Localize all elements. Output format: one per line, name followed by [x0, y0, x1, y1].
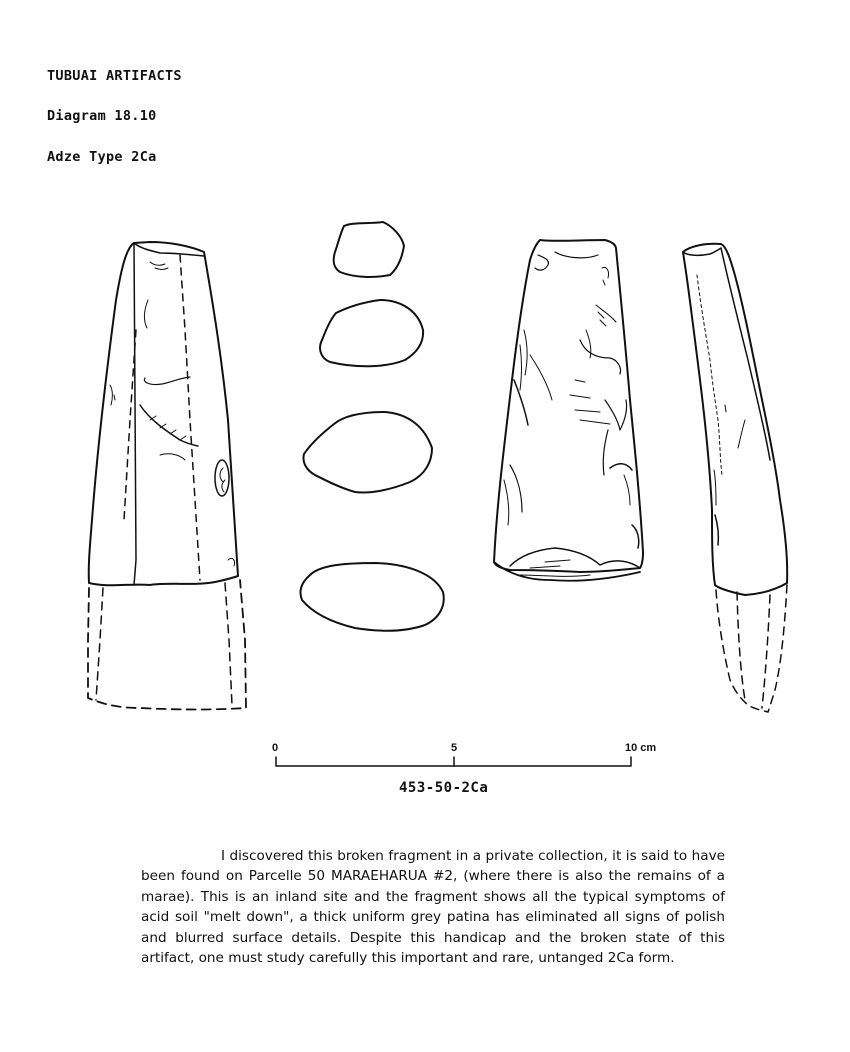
page-title: TUBUAI ARTIFACTS	[47, 68, 182, 84]
side-view	[683, 244, 787, 712]
adze-type: Adze Type 2Ca	[47, 149, 157, 165]
scale-tick-0: 0	[272, 742, 279, 754]
front-view	[88, 242, 246, 710]
scale-bar	[276, 757, 631, 766]
specimen-id: 453-50-2Ca	[399, 780, 489, 796]
scale-tick-10: 10 cm	[625, 742, 657, 754]
description-block	[141, 846, 725, 968]
cross-section-1	[334, 222, 404, 277]
scale-tick-5: 5	[451, 742, 458, 754]
diagram-number: Diagram 18.10	[47, 108, 157, 124]
cross-section-4	[300, 563, 443, 631]
description-text: I discovered this broken fragment in a private collection, it is said to have been found on Parcelle 50 MARAEHARUA #2, (where there is also the remains of a marae). This is an inland site and the fragment shows all the typical symptoms of acid soil "melt down", a thick uniform grey patina has eliminated all signs of polish and blurred surface details. Despite this handicap and the broken state of this artifact, one must study carefully this important and rare, untanged 2Ca form.	[141, 848, 725, 967]
cross-sections	[300, 222, 443, 631]
back-view	[494, 240, 643, 581]
cross-section-3	[303, 412, 432, 493]
cross-section-2	[320, 300, 423, 366]
